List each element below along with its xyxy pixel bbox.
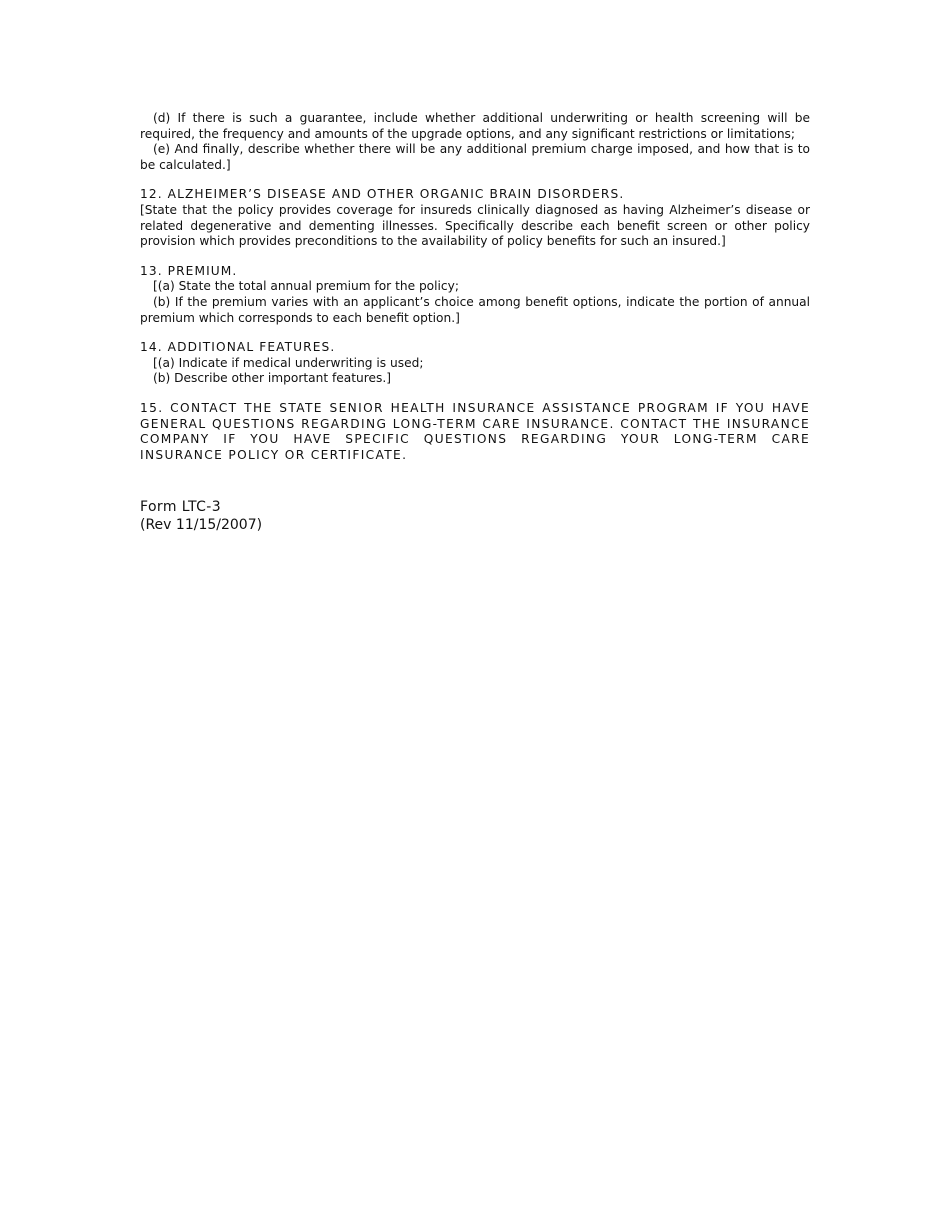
- form-footer: [140, 498, 262, 534]
- section-13-item-a: [(a) State the total annual premium for the policy;: [153, 279, 459, 294]
- item-d-text: (d) If there is such a guarantee, include whether additional underwriting or health screening will be required, the frequency and amounts of the upgrade options, and any significant restrictions or limitations;: [140, 111, 810, 141]
- form-revision: (Rev 11/15/2007): [140, 517, 263, 533]
- section-15-text: 15. CONTACT THE STATE SENIOR HEALTH INSURANCE ASSISTANCE PROGRAM IF YOU HAVE GENERAL QUESTIONS REGARDING LONG-TERM CARE INSURANCE. CONTACT THE INSURANCE COMPANY IF YOU HAVE SPECIFIC QUESTIONS REGARDING YOUR LONG-TERM CARE INSURANCE POLICY OR CERTIFICATE.: [140, 400, 810, 462]
- section-13-item-b: (b) If the premium varies with an applicant’s choice among benefit options, indicate the portion of annual premium which corresponds to each benefit option.]: [140, 294, 810, 325]
- section-12-body: [State that the policy provides coverage for insureds clinically diagnosed as having Alzheimer’s disease or related degenerative and dementing illnesses. Specifically describe each benefit screen or other policy provision which provides preconditions to the availability of policy benefits for such an insured.]: [140, 202, 810, 249]
- form-code: Form LTC-3: [140, 499, 222, 515]
- intro-items: [140, 111, 810, 173]
- section-14: [140, 340, 810, 387]
- section-15: [140, 401, 810, 463]
- section-12: [140, 187, 810, 249]
- section-14-heading: 14. ADDITIONAL FEATURES.: [140, 340, 336, 355]
- section-13-heading: 13. PREMIUM.: [140, 263, 238, 278]
- section-13: [140, 264, 810, 326]
- item-e-text: (e) And finally, describe whether there will be any additional premium charge imposed, and how that is to be calculated.]: [140, 142, 810, 172]
- document-body: [140, 111, 810, 463]
- section-12-heading: 12. ALZHEIMER’S DISEASE AND OTHER ORGANIC BRAIN DISORDERS.: [140, 187, 625, 202]
- section-14-item-b: (b) Describe other important features.]: [153, 371, 391, 386]
- section-14-item-a: [(a) Indicate if medical underwriting is used;: [153, 355, 424, 370]
